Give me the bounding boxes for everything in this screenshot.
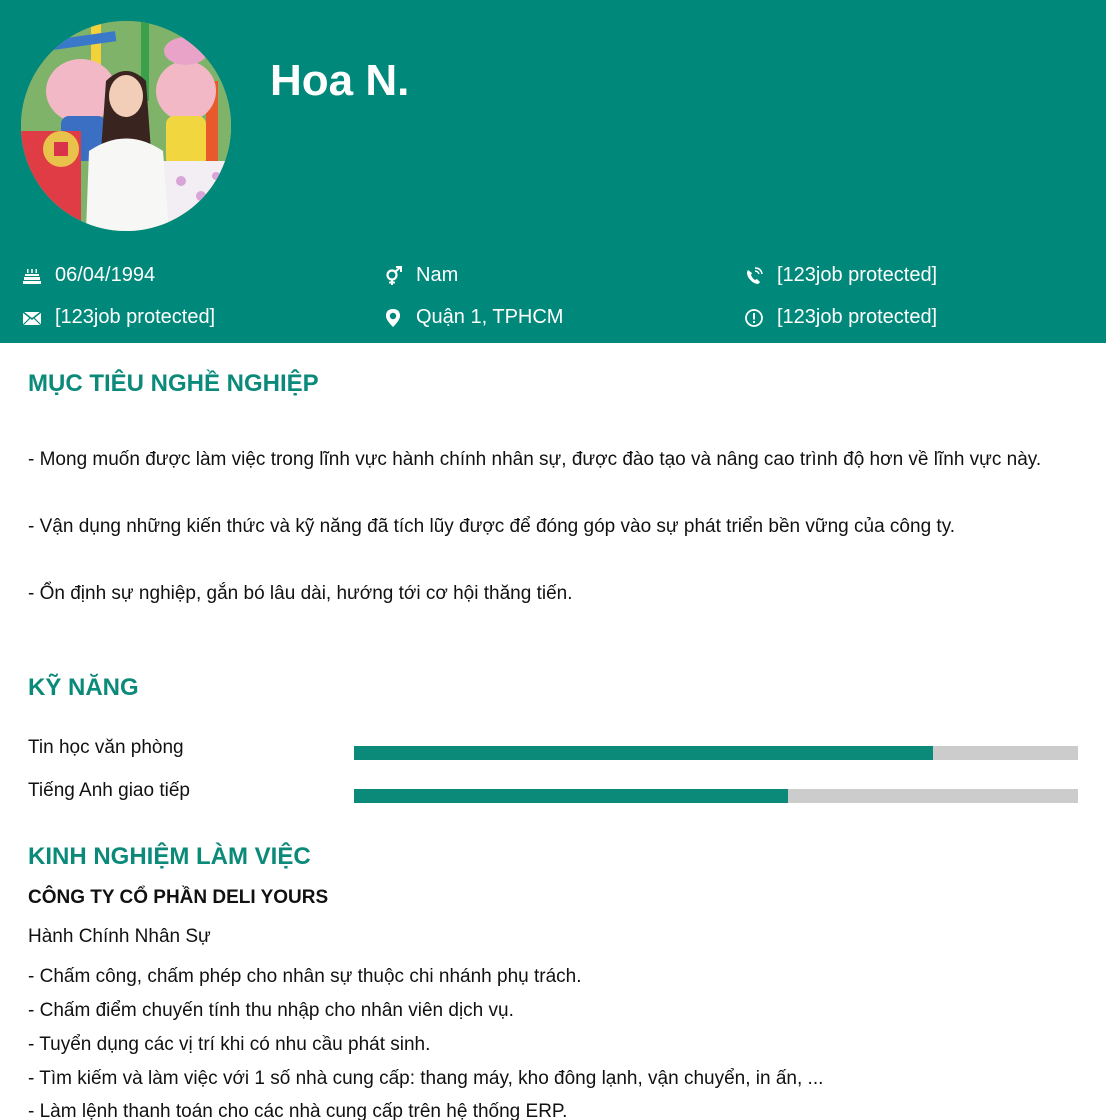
skill-bar-fill	[354, 746, 933, 760]
info-circle-icon	[743, 307, 765, 329]
skill-label: Tiếng Anh giao tiếp	[28, 780, 190, 801]
company-name: CÔNG TY CỔ PHẦN DELI YOURS	[28, 887, 329, 908]
gender-value: Nam	[416, 264, 459, 286]
gender-icon	[382, 265, 404, 287]
skills-heading: KỸ NĂNG	[28, 674, 139, 701]
gender-info	[382, 264, 458, 287]
cake-icon	[21, 265, 43, 287]
avatar-photo	[21, 21, 231, 231]
envelope-icon	[21, 307, 43, 329]
job-duty: - Chấm công, chấm phép cho nhân sự thuộc chi nhánh phụ trách.	[28, 966, 582, 987]
other-info	[743, 306, 937, 329]
job-duty: - Tìm kiếm và làm việc với 1 số nhà cung cấp: thang máy, kho đông lạnh, vận chuyển, in ấn, ...	[28, 1068, 824, 1089]
skill-bar-track	[354, 746, 1078, 760]
email-value: [123job protected]	[55, 306, 216, 328]
experience-heading: KINH NGHIỆM LÀM VIỆC	[28, 843, 311, 870]
objective-item: - Vận dụng những kiến thức và kỹ năng đã tích lũy được để đóng góp vào sự phát triển bền vững của công ty.	[28, 516, 956, 537]
job-role: Hành Chính Nhân Sự	[28, 926, 211, 947]
objective-heading: MỤC TIÊU NGHỀ NGHIỆP	[28, 370, 319, 397]
phone-icon	[743, 265, 765, 287]
phone-value: [123job protected]	[777, 264, 938, 286]
skill-label: Tin học văn phòng	[28, 737, 184, 758]
cv-header	[0, 0, 1106, 343]
candidate-name: Hoa N.	[270, 56, 410, 105]
job-duty: - Chấm điểm chuyến tính thu nhập cho nhân viên dịch vụ.	[28, 1000, 514, 1021]
skill-bar-track	[354, 789, 1078, 803]
other-value: [123job protected]	[777, 306, 938, 328]
skill-bar-fill	[354, 789, 788, 803]
phone-info	[743, 264, 937, 287]
objective-item: - Ổn định sự nghiệp, gắn bó lâu dài, hướng tới cơ hội thăng tiến.	[28, 583, 573, 604]
birthday-info	[21, 264, 155, 287]
email-info	[21, 306, 215, 329]
address-value: Quận 1, TPHCM	[416, 306, 564, 328]
address-info	[382, 306, 563, 329]
objective-item: - Mong muốn được làm việc trong lĩnh vực hành chính nhân sự, được đào tạo và nâng cao trình độ hơn về lĩnh vực này.	[28, 449, 1042, 470]
birthday-value: 06/04/1994	[55, 264, 156, 286]
job-duty: - Làm lệnh thanh toán cho các nhà cung cấp trên hệ thống ERP.	[28, 1101, 568, 1120]
avatar	[21, 21, 231, 231]
job-duty: - Tuyển dụng các vị trí khi có nhu cầu phát sinh.	[28, 1034, 431, 1055]
map-pin-icon	[382, 307, 404, 329]
